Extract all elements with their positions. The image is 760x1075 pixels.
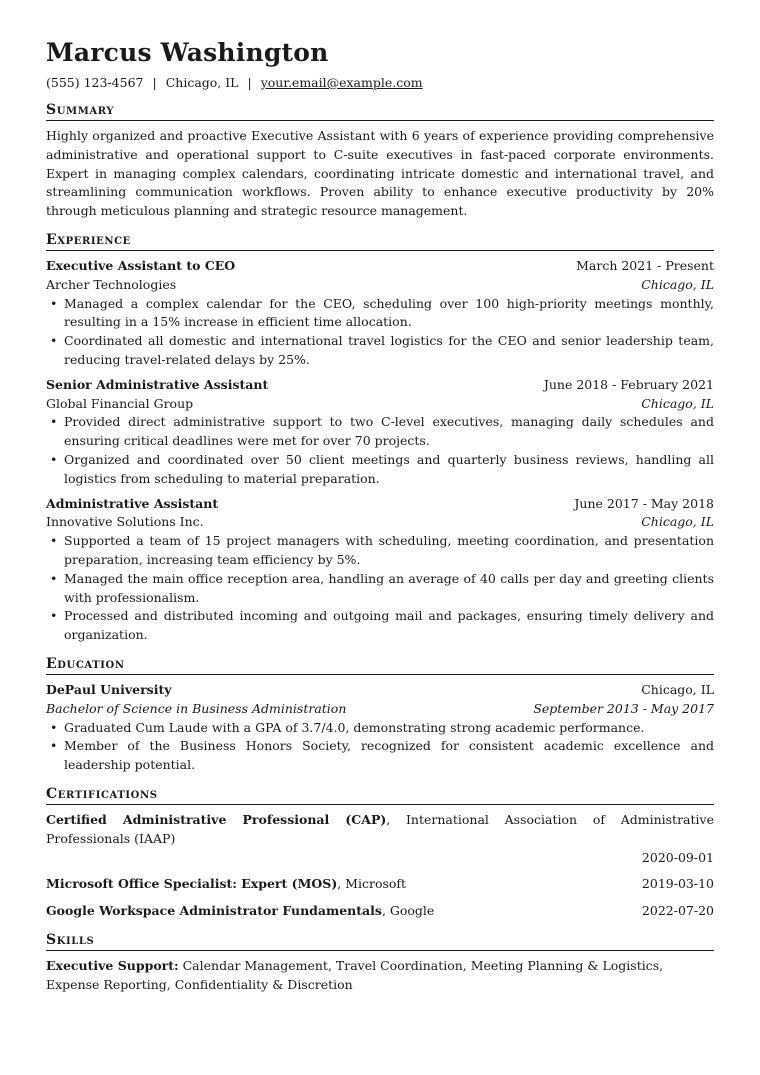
location: Chicago, IL bbox=[165, 75, 239, 90]
job-location: Chicago, IL bbox=[641, 395, 714, 411]
skills-heading: Skills bbox=[46, 931, 714, 951]
job-company: Global Financial Group bbox=[46, 395, 194, 411]
certification-issuer: , Microsoft bbox=[337, 876, 407, 892]
job-bullets bbox=[46, 295, 714, 370]
certification-item bbox=[46, 902, 714, 921]
bullet-item: • Managed a complex calendar for the CEO, scheduling over 100 high-priority meetings monthly, resulting in a 15% increase in efficient time allocation. bbox=[64, 295, 714, 333]
bullet-item: • Organized and coordinated over 50 client meetings and quarterly business reviews, handling all logistics from scheduling to material preparation. bbox=[64, 451, 714, 489]
bullet-item: • Coordinated all domestic and international travel logistics for the CEO and senior leadership team, reducing travel-related delays by 25%. bbox=[64, 332, 714, 370]
bullet-item: • Managed the main office reception area, handling an average of 40 calls per day and greeting clients with professionalism. bbox=[64, 570, 714, 608]
school-name: DePaul University bbox=[46, 681, 172, 697]
summary-heading: Summary bbox=[46, 101, 714, 121]
job-dates: June 2018 - February 2021 bbox=[543, 376, 714, 392]
certification-issuer: , International Association of Administrative Professionals (IAAP) bbox=[46, 811, 714, 846]
certification-name: Google Workspace Administrator Fundamentals bbox=[46, 903, 382, 919]
job-company: Archer Technologies bbox=[46, 276, 177, 292]
skills-list: Calendar Management, Travel Coordination, Meeting Planning & Logistics, Expense Reporting, Confidentiality & Discretion bbox=[46, 957, 664, 992]
school-location: Chicago, IL bbox=[641, 681, 714, 697]
job-role: Executive Assistant to CEO bbox=[46, 257, 236, 273]
experience-heading: Experience bbox=[46, 231, 714, 251]
job-dates: March 2021 - Present bbox=[576, 257, 714, 273]
certification-date: 2022-07-20 bbox=[641, 903, 714, 919]
bullet-item: • Processed and distributed incoming and outgoing mail and packages, ensuring timely delivery and organization. bbox=[64, 607, 714, 645]
contact-line bbox=[46, 75, 714, 91]
separator: | bbox=[152, 75, 157, 90]
certification-name: Microsoft Office Specialist: Expert (MOS) bbox=[46, 876, 338, 892]
certifications-heading: Certifications bbox=[46, 785, 714, 805]
job-bullets bbox=[46, 413, 714, 488]
candidate-name: Marcus Washington bbox=[46, 38, 329, 67]
degree: Bachelor of Science in Business Administration bbox=[46, 700, 347, 716]
phone: (555) 123-4567 bbox=[46, 75, 144, 90]
bullet-item: • Provided direct administrative support to two C-level executives, managing daily schedules and ensuring critical deadlines were met for over 70 projects. bbox=[64, 413, 714, 451]
separator: | bbox=[247, 75, 252, 90]
certification-name: Certified Administrative Professional (CAP) bbox=[46, 811, 387, 827]
certification-issuer: , Google bbox=[381, 903, 435, 919]
bullet-item: • Member of the Business Honors Society, recognized for consistent academic excellence and leadership potential. bbox=[64, 737, 714, 775]
education-entry bbox=[46, 681, 714, 775]
job-entry bbox=[46, 376, 714, 489]
bullet-item: • Supported a team of 15 project managers with scheduling, meeting coordination, and presentation preparation, increasing team efficiency by 5%. bbox=[64, 532, 714, 570]
education-dates: September 2013 - May 2017 bbox=[533, 700, 714, 716]
summary-text: Highly organized and proactive Executive Assistant with 6 years of experience providing comprehensive administrative and operational support to C-suite executives in fast-paced corporate environments. Expert in managing complex calendars, coordinating intricate domestic and international travel, and streamlining communication workflows. Proven ability to enhance executive productivity by 20% through meticulous planning and strategic resource management. bbox=[46, 128, 714, 219]
bullet-item: • Graduated Cum Laude with a GPA of 3.7/4.0, demonstrating strong academic performance. bbox=[64, 719, 714, 738]
job-location: Chicago, IL bbox=[641, 514, 714, 530]
job-dates: June 2017 - May 2018 bbox=[574, 495, 714, 511]
skills-label: Executive Support: bbox=[46, 957, 179, 973]
job-entry bbox=[46, 495, 714, 645]
job-role: Senior Administrative Assistant bbox=[46, 376, 269, 392]
certification-item bbox=[46, 811, 714, 867]
certification-date: 2020-09-01 bbox=[641, 849, 714, 865]
job-entry bbox=[46, 257, 714, 370]
job-company: Innovative Solutions Inc. bbox=[46, 514, 204, 530]
job-location: Chicago, IL bbox=[641, 276, 714, 292]
education-heading: Education bbox=[46, 655, 714, 675]
job-bullets bbox=[46, 532, 714, 645]
certification-date: 2019-03-10 bbox=[641, 876, 714, 892]
job-role: Administrative Assistant bbox=[46, 495, 219, 511]
skills-text bbox=[46, 957, 714, 995]
education-bullets bbox=[46, 719, 714, 775]
certification-item bbox=[46, 875, 714, 894]
email-link[interactable]: your.email@example.com bbox=[260, 75, 423, 90]
